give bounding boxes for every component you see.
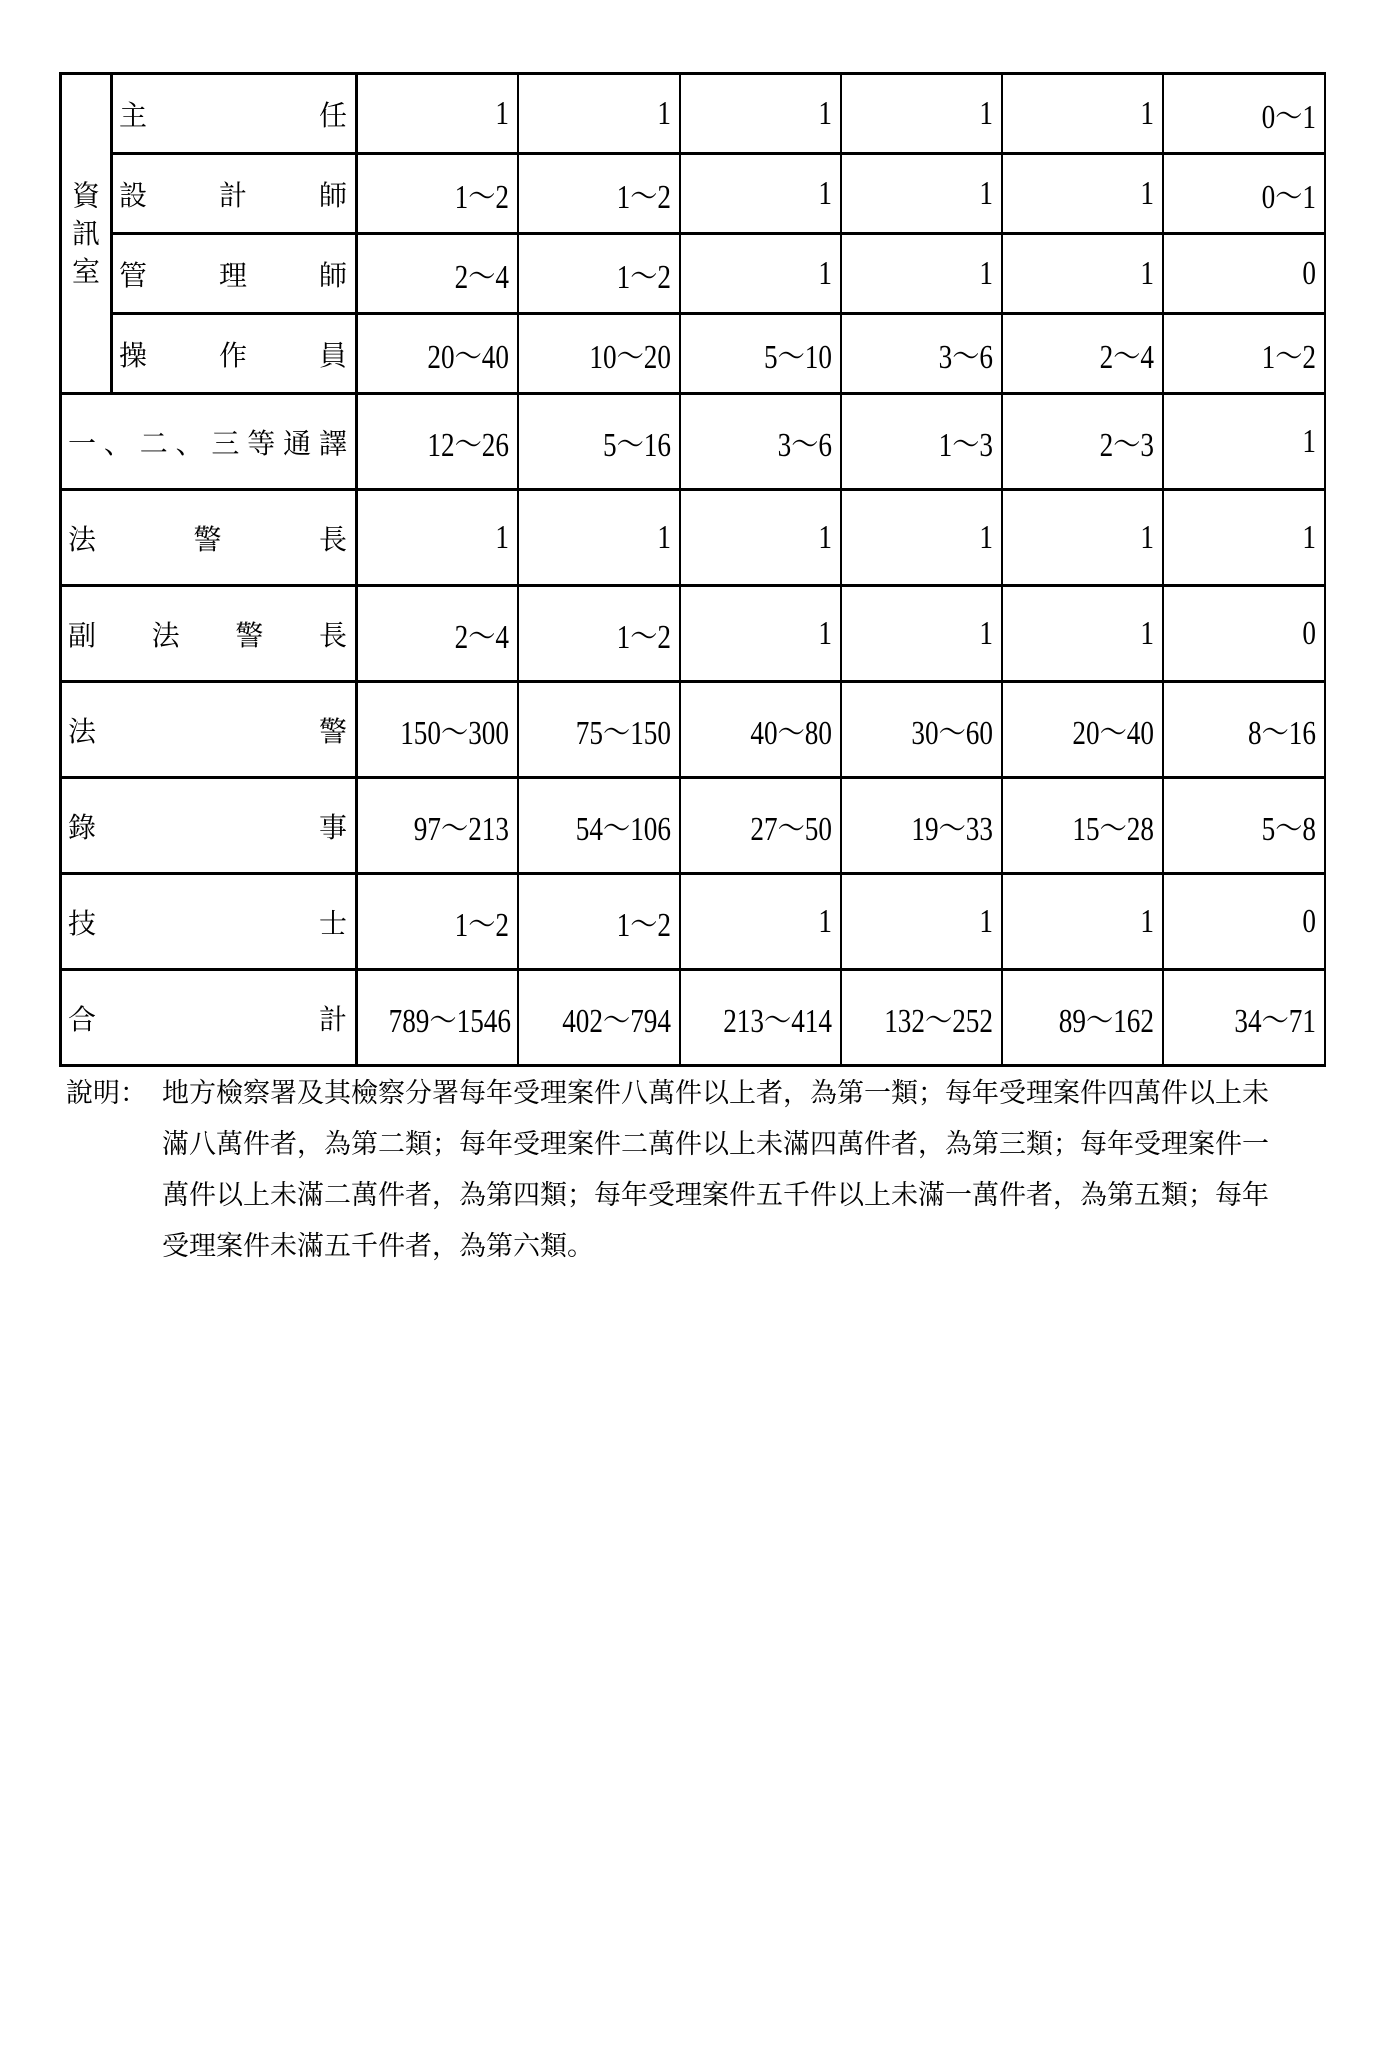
table-row bbox=[61, 154, 1325, 234]
table-cell bbox=[518, 234, 680, 314]
table-cell bbox=[1163, 586, 1325, 682]
table-cell bbox=[680, 490, 841, 586]
cell-value: 89～162 bbox=[1058, 1003, 1154, 1040]
cell-value: 1 bbox=[1139, 902, 1154, 940]
table-cell bbox=[841, 154, 1002, 234]
table-row bbox=[61, 74, 1325, 154]
table-cell bbox=[357, 490, 518, 586]
cell-value: 1 bbox=[1139, 254, 1154, 292]
cell-value: 30～60 bbox=[910, 715, 993, 752]
cell-value: 1～2 bbox=[454, 907, 509, 944]
cell-value: 789～1546 bbox=[388, 1003, 511, 1040]
cell-value: 1 bbox=[656, 518, 671, 556]
group-label bbox=[61, 74, 112, 394]
cell-value: 1 bbox=[978, 614, 993, 652]
cell-value: 402～794 bbox=[561, 1003, 671, 1040]
cell-value: 5～10 bbox=[763, 339, 832, 376]
table-cell bbox=[357, 682, 518, 778]
table-cell bbox=[841, 586, 1002, 682]
row-label: 設計師 bbox=[112, 154, 357, 234]
table-row bbox=[61, 970, 1325, 1066]
cell-value: 2～4 bbox=[454, 619, 509, 656]
row-label: 錄事 bbox=[61, 778, 357, 874]
cell-value: 1 bbox=[1301, 518, 1316, 556]
table-cell bbox=[841, 314, 1002, 394]
table-cell bbox=[841, 682, 1002, 778]
row-label: 操作員 bbox=[112, 314, 357, 394]
cell-value: 0 bbox=[1301, 614, 1316, 652]
cell-value: 1 bbox=[817, 254, 832, 292]
cell-value: 5～16 bbox=[602, 427, 671, 464]
table-cell bbox=[357, 586, 518, 682]
table-cell bbox=[1002, 314, 1163, 394]
cell-value: 1 bbox=[1139, 94, 1154, 132]
table-cell bbox=[1163, 314, 1325, 394]
table-cell bbox=[1002, 682, 1163, 778]
cell-value: 1 bbox=[978, 518, 993, 556]
table-cell bbox=[1002, 234, 1163, 314]
cell-value: 0 bbox=[1301, 254, 1316, 292]
table-cell bbox=[518, 490, 680, 586]
table-cell bbox=[1163, 234, 1325, 314]
table-row bbox=[61, 234, 1325, 314]
table-cell bbox=[518, 874, 680, 970]
table-cell bbox=[357, 970, 518, 1066]
cell-value: 12～26 bbox=[426, 427, 509, 464]
table-cell bbox=[841, 778, 1002, 874]
cell-value: 0～1 bbox=[1261, 179, 1316, 216]
table-cell bbox=[1002, 778, 1163, 874]
cell-value: 1 bbox=[817, 174, 832, 212]
table-cell bbox=[680, 778, 841, 874]
table-cell bbox=[357, 394, 518, 490]
cell-value: 1～2 bbox=[454, 179, 509, 216]
table-cell bbox=[357, 234, 518, 314]
table-cell bbox=[1163, 970, 1325, 1066]
table-cell bbox=[1002, 970, 1163, 1066]
cell-value: 1 bbox=[656, 94, 671, 132]
table-cell bbox=[1163, 394, 1325, 490]
cell-value: 0 bbox=[1301, 902, 1316, 940]
cell-value: 2～3 bbox=[1099, 427, 1154, 464]
table-cell bbox=[1002, 154, 1163, 234]
cell-value: 8～16 bbox=[1247, 715, 1316, 752]
table-cell bbox=[518, 314, 680, 394]
table-cell bbox=[841, 394, 1002, 490]
table-cell bbox=[518, 682, 680, 778]
cell-value: 1 bbox=[1139, 518, 1154, 556]
cell-value: 1 bbox=[978, 174, 993, 212]
table-cell bbox=[518, 778, 680, 874]
cell-value: 1～2 bbox=[1261, 339, 1316, 376]
table-cell bbox=[357, 154, 518, 234]
cell-value: 54～106 bbox=[575, 811, 671, 848]
row-label: 一、二、三等通譯 bbox=[61, 394, 357, 490]
cell-value: 20～40 bbox=[426, 339, 509, 376]
cell-value: 1～2 bbox=[616, 259, 671, 296]
group-label-text: 資訊室 bbox=[72, 178, 101, 288]
cell-value: 213～414 bbox=[722, 1003, 832, 1040]
cell-value: 3～6 bbox=[938, 339, 993, 376]
table-row bbox=[61, 778, 1325, 874]
table-cell bbox=[841, 234, 1002, 314]
cell-value: 27～50 bbox=[749, 811, 832, 848]
cell-value: 2～4 bbox=[454, 259, 509, 296]
table-row bbox=[61, 586, 1325, 682]
cell-value: 1 bbox=[817, 94, 832, 132]
table-cell bbox=[1002, 394, 1163, 490]
cell-value: 2～4 bbox=[1099, 339, 1154, 376]
cell-value: 132～252 bbox=[883, 1003, 993, 1040]
table-cell bbox=[1163, 874, 1325, 970]
table-row bbox=[61, 394, 1325, 490]
row-label: 管理師 bbox=[112, 234, 357, 314]
cell-value: 150～300 bbox=[399, 715, 509, 752]
row-label: 法警長 bbox=[61, 490, 357, 586]
table-row bbox=[61, 314, 1325, 394]
table-cell bbox=[680, 234, 841, 314]
row-label: 副法警長 bbox=[61, 586, 357, 682]
explanatory-note bbox=[66, 1068, 1286, 1272]
table-cell bbox=[1163, 682, 1325, 778]
table-cell bbox=[357, 874, 518, 970]
cell-value: 40～80 bbox=[749, 715, 832, 752]
cell-value: 1～2 bbox=[616, 179, 671, 216]
table-cell bbox=[841, 970, 1002, 1066]
table-cell bbox=[680, 314, 841, 394]
cell-value: 10～20 bbox=[588, 339, 671, 376]
table-cell bbox=[1002, 586, 1163, 682]
table-cell bbox=[1163, 490, 1325, 586]
cell-value: 97～213 bbox=[413, 811, 509, 848]
table-cell bbox=[680, 74, 841, 154]
cell-value: 1 bbox=[978, 94, 993, 132]
cell-value: 1 bbox=[1139, 614, 1154, 652]
row-label: 合計 bbox=[61, 970, 357, 1066]
cell-value: 20～40 bbox=[1071, 715, 1154, 752]
table-cell bbox=[357, 778, 518, 874]
row-label: 主任 bbox=[112, 74, 357, 154]
table-cell bbox=[680, 970, 841, 1066]
note-label: 說明： bbox=[66, 1078, 147, 1109]
table-cell bbox=[1002, 490, 1163, 586]
cell-value: 1 bbox=[1139, 174, 1154, 212]
cell-value: 1 bbox=[817, 902, 832, 940]
table-row bbox=[61, 682, 1325, 778]
cell-value: 1 bbox=[494, 94, 509, 132]
cell-value: 19～33 bbox=[910, 811, 993, 848]
table-cell bbox=[680, 154, 841, 234]
cell-value: 1 bbox=[978, 254, 993, 292]
cell-value: 15～28 bbox=[1071, 811, 1154, 848]
cell-value: 75～150 bbox=[575, 715, 671, 752]
table-cell bbox=[518, 586, 680, 682]
table-cell bbox=[357, 74, 518, 154]
table-cell bbox=[1002, 874, 1163, 970]
table-cell bbox=[680, 586, 841, 682]
table-cell bbox=[1163, 154, 1325, 234]
table-cell bbox=[518, 394, 680, 490]
table-cell bbox=[680, 874, 841, 970]
table-row bbox=[61, 490, 1325, 586]
staffing-table bbox=[59, 72, 1326, 1067]
table-cell bbox=[1163, 74, 1325, 154]
table-cell bbox=[518, 74, 680, 154]
cell-value: 1 bbox=[494, 518, 509, 556]
row-label: 法警 bbox=[61, 682, 357, 778]
table-cell bbox=[841, 874, 1002, 970]
table-cell bbox=[680, 682, 841, 778]
cell-value: 1 bbox=[978, 902, 993, 940]
table-row bbox=[61, 874, 1325, 970]
cell-value: 0～1 bbox=[1261, 99, 1316, 136]
note-text: 地方檢察署及其檢察分署每年受理案件八萬件以上者，為第一類；每年受理案件四萬件以上未滿八萬件者，為第二類；每年受理案件二萬件以上未滿四萬件者，為第三類；每年受理案件一萬件以上未滿二萬件者，為第四類；每年受理案件五千件以上未滿一萬件者，為第五類；每年受理案件未滿五千件者，為第六類。 bbox=[162, 1078, 1269, 1262]
cell-value: 3～6 bbox=[777, 427, 832, 464]
cell-value: 1～3 bbox=[938, 427, 993, 464]
cell-value: 1～2 bbox=[616, 907, 671, 944]
table-cell bbox=[357, 314, 518, 394]
table-cell bbox=[1163, 778, 1325, 874]
table-cell bbox=[518, 970, 680, 1066]
table-cell bbox=[841, 490, 1002, 586]
cell-value: 1～2 bbox=[616, 619, 671, 656]
table-cell bbox=[680, 394, 841, 490]
table-cell bbox=[518, 154, 680, 234]
cell-value: 1 bbox=[1301, 422, 1316, 460]
cell-value: 34～71 bbox=[1233, 1003, 1316, 1040]
table-cell bbox=[841, 74, 1002, 154]
table-cell bbox=[1002, 74, 1163, 154]
cell-value: 5～8 bbox=[1261, 811, 1316, 848]
cell-value: 1 bbox=[817, 614, 832, 652]
cell-value: 1 bbox=[817, 518, 832, 556]
row-label: 技士 bbox=[61, 874, 357, 970]
